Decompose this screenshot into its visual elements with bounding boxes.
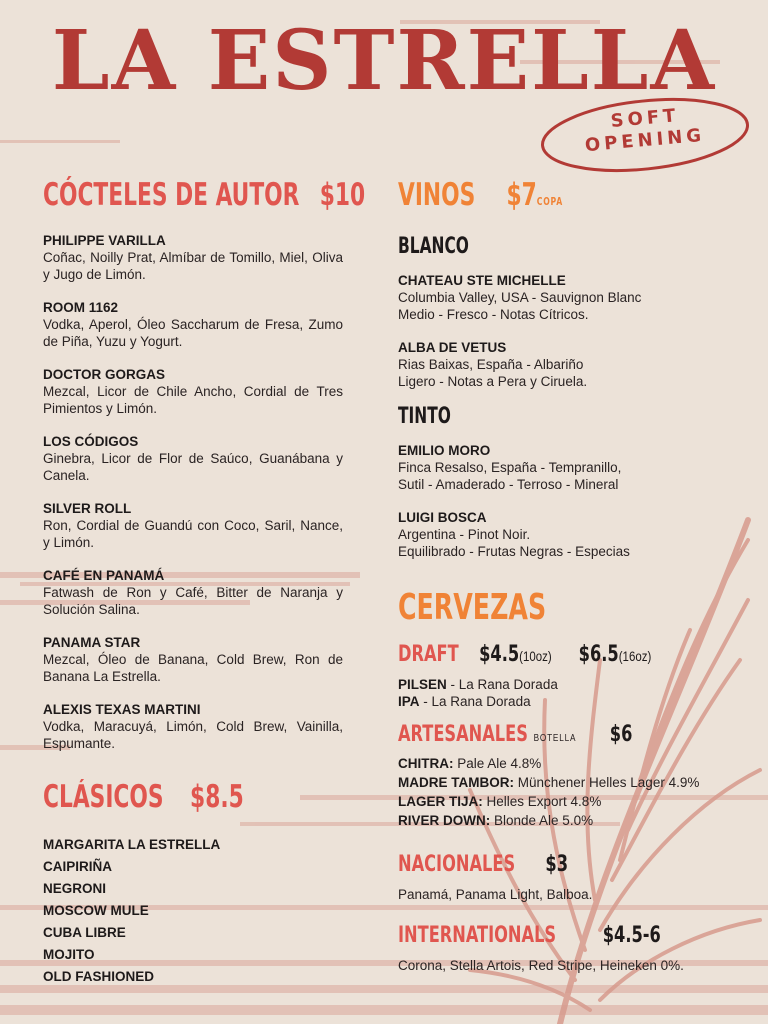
beer-item bbox=[398, 693, 748, 710]
badge-text-soft: SOFT bbox=[609, 105, 681, 132]
beer-name: LAGER TIJA: bbox=[398, 794, 483, 809]
cocktail-description: Ron, Cordial de Guandú con Coco, Saril, Nance, y Limón. bbox=[43, 518, 343, 550]
cocktail-description: Mezcal, Óleo de Banana, Cold Brew, Ron de Banana La Estrella. bbox=[43, 652, 343, 684]
cocktail-item bbox=[43, 232, 343, 283]
artesanales-heading bbox=[398, 724, 685, 746]
blanco-list bbox=[398, 272, 728, 390]
wine-item bbox=[398, 272, 728, 323]
wine-origin: Columbia Valley, USA - Sauvignon Blanc bbox=[398, 290, 642, 305]
clasicos-section bbox=[43, 779, 343, 988]
soft-opening-badge bbox=[539, 96, 751, 174]
classic-item: OLD FASHIONED bbox=[43, 969, 155, 984]
cocteles-price: $10 bbox=[319, 177, 366, 213]
beer-description: Blonde Ale 5.0% bbox=[490, 813, 594, 828]
wine-name: LUIGI BOSCA bbox=[398, 510, 487, 525]
cocktail-item bbox=[43, 634, 343, 685]
cervezas-section bbox=[398, 587, 748, 974]
beer-description: - La Rana Dorada bbox=[446, 677, 558, 692]
internationals-price: $4.5-6 bbox=[602, 923, 661, 948]
wine-notes: Equilibrado - Frutas Negras - Especias bbox=[398, 544, 630, 559]
artesanales-unit: BOTELLA bbox=[533, 733, 577, 744]
cocktail-item bbox=[43, 701, 343, 752]
clasicos-heading bbox=[43, 779, 277, 820]
beer-name: PILSEN bbox=[398, 677, 447, 692]
badge-text-opening: OPENING bbox=[584, 124, 706, 157]
vinos-section bbox=[398, 177, 728, 576]
internationals-label: INTERNATIONALS bbox=[398, 923, 557, 948]
cocktail-item bbox=[43, 366, 343, 417]
vinos-price: $7 bbox=[506, 177, 537, 213]
wine-name: EMILIO MORO bbox=[398, 443, 491, 458]
cocteles-section bbox=[43, 177, 366, 752]
cocktail-name: SILVER ROLL bbox=[43, 501, 132, 516]
beer-item bbox=[398, 792, 748, 811]
beer-description: - La Rana Dorada bbox=[419, 694, 531, 709]
artesanales-label: ARTESANALES bbox=[398, 722, 528, 747]
clasicos-title: CLÁSICOS bbox=[43, 779, 164, 815]
wine-notes: Ligero - Notas a Pera y Ciruela. bbox=[398, 374, 588, 389]
beer-description: Münchener Helles Lager 4.9% bbox=[513, 775, 700, 790]
classic-item: CUBA LIBRE bbox=[43, 925, 126, 940]
wine-origin: Finca Resalso, España - Tempranillo, bbox=[398, 460, 622, 475]
draft-label: DRAFT bbox=[398, 642, 459, 667]
cocktail-name: DOCTOR GORGAS bbox=[43, 367, 166, 382]
beer-item bbox=[398, 754, 748, 773]
beer-name: IPA bbox=[398, 694, 420, 709]
cocktail-item bbox=[43, 433, 343, 484]
nacionales-price: $3 bbox=[545, 852, 568, 877]
draft-heading bbox=[398, 644, 685, 666]
wine-origin: Argentina - Pinot Noir. bbox=[398, 527, 531, 542]
cocktail-name: PHILIPPE VARILLA bbox=[43, 233, 166, 248]
beer-name: CHITRA: bbox=[398, 756, 454, 771]
tinto-label: TINTO bbox=[398, 404, 451, 429]
cocktail-description: Vodka, Maracuyá, Limón, Cold Brew, Vainilla, Espumante. bbox=[43, 719, 343, 751]
wine-origin: Rias Baixas, España - Albariño bbox=[398, 357, 584, 372]
classic-item: MARGARITA LA ESTRELLA bbox=[43, 837, 221, 852]
artesanales-list bbox=[398, 754, 748, 830]
cocktail-name: ROOM 1162 bbox=[43, 300, 119, 315]
internationals-desc: Corona, Stella Artois, Red Stripe, Heineken 0%. bbox=[398, 958, 684, 973]
clasicos-price: $8.5 bbox=[190, 779, 244, 815]
vinos-unit: COPA bbox=[536, 195, 563, 208]
clasicos-list bbox=[43, 834, 343, 988]
cocktail-name: LOS CÓDIGOS bbox=[43, 434, 139, 449]
cocktail-description: Coñac, Noilly Prat, Almíbar de Tomillo, Miel, Oliva y Jugo de Limón. bbox=[43, 250, 343, 282]
cocktail-description: Fatwash de Ron y Café, Bitter de Naranja y Solución Salina. bbox=[43, 585, 343, 617]
wine-item bbox=[398, 442, 728, 493]
cocktail-description: Vodka, Aperol, Óleo Saccharum de Fresa, Zumo de Piña, Yuzu y Yogurt. bbox=[43, 317, 343, 349]
nacionales-desc: Panamá, Panama Light, Balboa. bbox=[398, 887, 593, 902]
cocktail-name: CAFÉ EN PANAMÁ bbox=[43, 568, 165, 583]
beer-item bbox=[398, 773, 748, 792]
beer-description: Pale Ale 4.8% bbox=[453, 756, 542, 771]
nacionales-heading bbox=[398, 854, 685, 876]
beer-name: MADRE TAMBOR: bbox=[398, 775, 514, 790]
cocteles-heading bbox=[43, 177, 366, 218]
artesanales-price: $6 bbox=[609, 722, 633, 747]
tinto-list bbox=[398, 442, 728, 560]
classic-item: NEGRONI bbox=[43, 881, 107, 896]
cocktail-name: ALEXIS TEXAS MARTINI bbox=[43, 702, 201, 717]
cervezas-heading: CERVEZAS bbox=[398, 587, 547, 628]
classic-item: CAIPIRIÑA bbox=[43, 859, 113, 874]
classic-item: MOJITO bbox=[43, 947, 95, 962]
cocktail-description: Ginebra, Licor de Flor de Saúco, Guanábana y Canela. bbox=[43, 451, 343, 483]
vinos-heading bbox=[398, 177, 655, 218]
beer-item bbox=[398, 676, 748, 693]
draft-size-small: (10oz) bbox=[519, 648, 552, 664]
cocktail-description: Mezcal, Licor de Chile Ancho, Cordial de Tres Pimientos y Limón. bbox=[43, 384, 343, 416]
internationals-heading bbox=[398, 925, 685, 947]
beer-item bbox=[398, 811, 748, 830]
wine-name: ALBA DE VETUS bbox=[398, 340, 507, 355]
draft-price-large: $6.5 bbox=[578, 642, 619, 667]
cocteles-list bbox=[43, 232, 343, 752]
beer-name: RIVER DOWN: bbox=[398, 813, 491, 828]
wine-notes: Medio - Fresco - Notas Cítricos. bbox=[398, 307, 589, 322]
cocktail-item bbox=[43, 567, 343, 618]
draft-price-small: $4.5 bbox=[479, 642, 520, 667]
blanco-label: BLANCO bbox=[398, 234, 469, 259]
vinos-title: VINOS bbox=[398, 177, 476, 213]
page-title: LA ESTRELLA bbox=[51, 13, 717, 109]
nacionales-label: NACIONALES bbox=[398, 852, 516, 877]
beer-description: Helles Export 4.8% bbox=[482, 794, 602, 809]
cocktail-item bbox=[43, 299, 343, 350]
draft-size-large: (16oz) bbox=[618, 648, 652, 664]
draft-list bbox=[398, 676, 748, 710]
cocktail-name: PANAMA STAR bbox=[43, 635, 141, 650]
classic-item: MOSCOW MULE bbox=[43, 903, 149, 918]
cocktail-item bbox=[43, 500, 343, 551]
wine-item bbox=[398, 339, 728, 390]
wine-item bbox=[398, 509, 728, 560]
wine-notes: Sutil - Amaderado - Terroso - Mineral bbox=[398, 477, 619, 492]
wine-name: CHATEAU STE MICHELLE bbox=[398, 273, 566, 288]
cocteles-title: CÓCTELES DE AUTOR bbox=[43, 177, 300, 213]
